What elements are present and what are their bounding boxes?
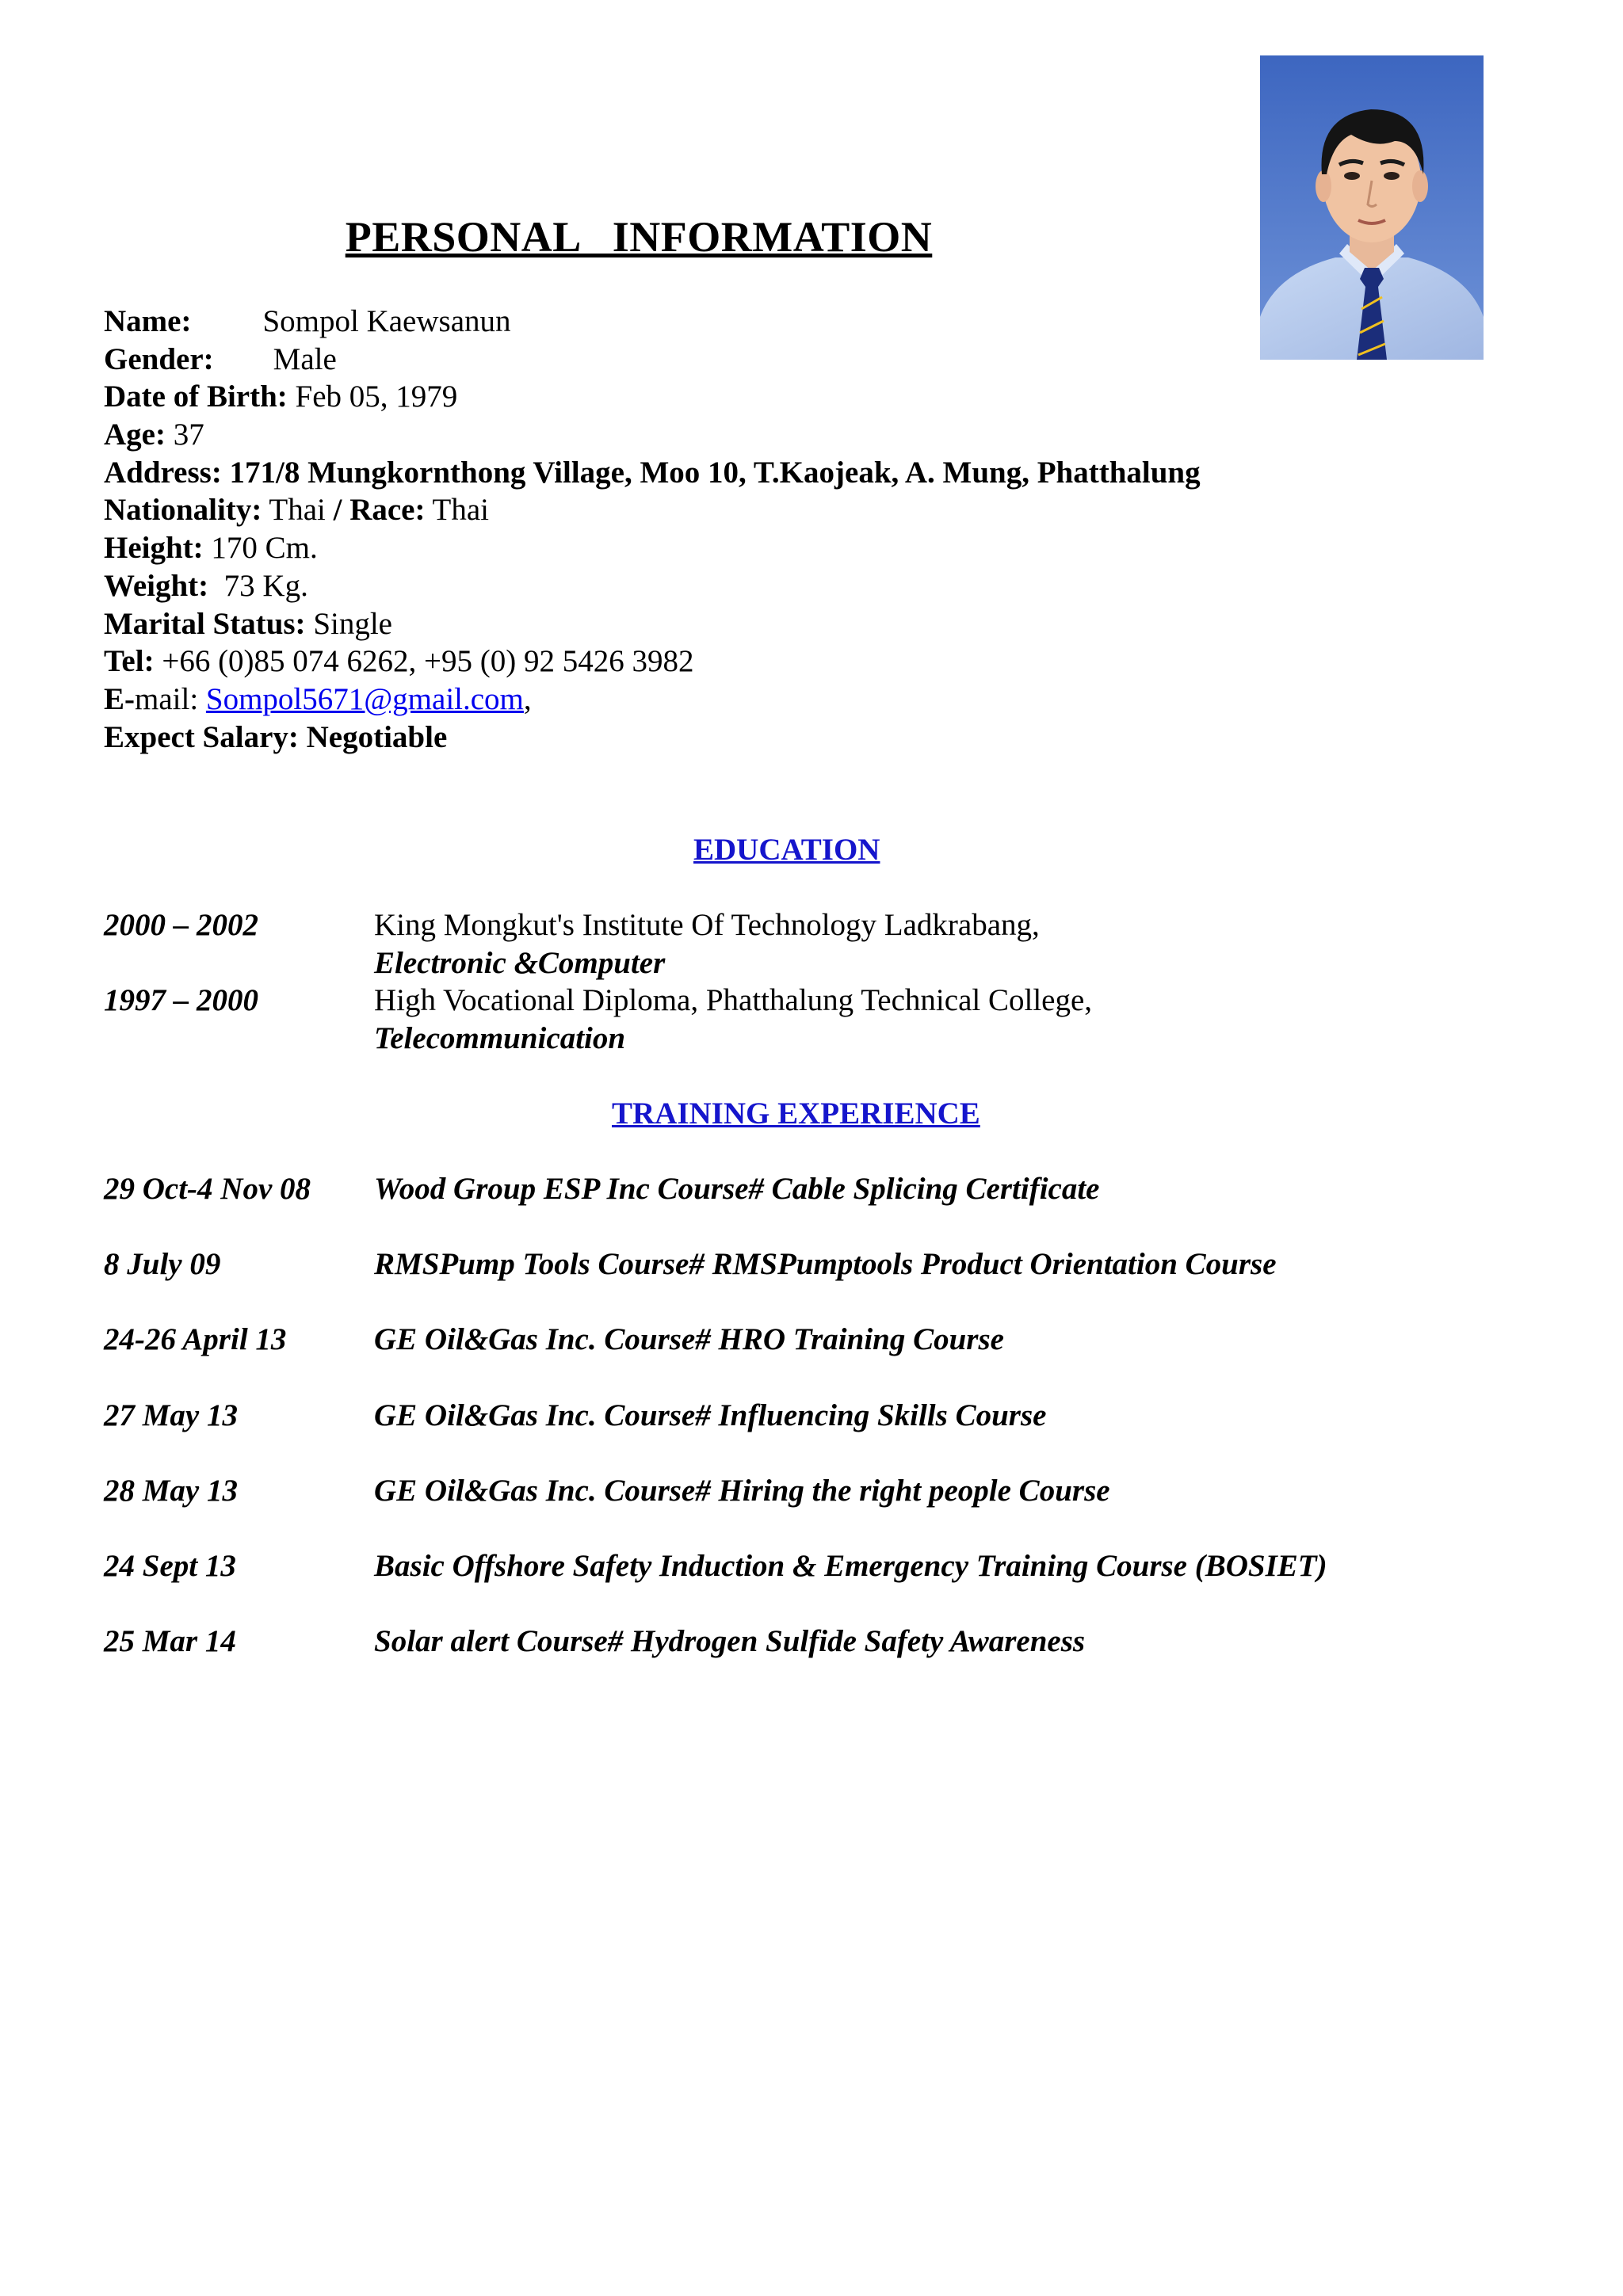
race-separator: / [333, 493, 342, 528]
training-list [104, 1171, 1530, 1699]
tel-value: +66 (0)85 074 6262, +95 (0) 92 5426 3982 [154, 644, 694, 679]
training-item [104, 1398, 1530, 1473]
salary-row [104, 719, 1293, 757]
dob-label: Date of Birth: [104, 379, 288, 414]
nationality-value: Thai [262, 493, 334, 528]
name-label: Name: [104, 304, 192, 338]
training-item [104, 1322, 1530, 1397]
education-institution: High Vocational Diploma, Phatthalung Technical College, [374, 983, 1093, 1018]
training-date: 24-26 April 13 [104, 1322, 287, 1357]
training-date: 29 Oct-4 Nov 08 [104, 1172, 311, 1206]
salary-text: Expect Salary: Negotiable [104, 719, 448, 754]
training-item [104, 1246, 1530, 1322]
email-suffix: , [523, 681, 532, 716]
training-date: 8 July 09 [104, 1247, 221, 1282]
page-title: PERSONAL INFORMATION [345, 213, 933, 261]
email-prefix: E- [104, 681, 135, 716]
gender-row [104, 341, 1293, 379]
training-item [104, 1473, 1530, 1548]
training-item [104, 1623, 1530, 1699]
marital-row [104, 605, 1293, 643]
training-date: 24 Sept 13 [104, 1548, 236, 1583]
education-institution: King Mongkut's Institute Of Technology Ladkrabang, [374, 908, 1040, 942]
height-value: 170 Cm. [203, 531, 318, 566]
training-date: 28 May 13 [104, 1473, 238, 1508]
weight-row [104, 567, 1293, 605]
age-row [104, 416, 1293, 454]
tel-row [104, 643, 1293, 681]
profile-photo [1260, 55, 1484, 360]
training-course: Wood Group ESP Inc Course# Cable Splicing Certificate [374, 1172, 1100, 1206]
education-list [104, 906, 1451, 1058]
age-value: 37 [165, 418, 204, 452]
gender-label: Gender: [104, 341, 214, 376]
education-field-line [104, 944, 1451, 982]
marital-value: Single [305, 606, 392, 641]
training-course: GE Oil&Gas Inc. Course# Influencing Skills Course [374, 1398, 1047, 1432]
dob-value: Feb 05, 1979 [287, 379, 458, 414]
training-course: GE Oil&Gas Inc. Course# Hiring the right people Course [374, 1473, 1110, 1508]
weight-value: 73 Kg. [208, 568, 308, 603]
training-item [104, 1171, 1530, 1246]
education-period: 1997 – 2000 [104, 983, 258, 1018]
training-heading: TRAINING EXPERIENCE [612, 1097, 980, 1131]
gender-value: Male [273, 341, 337, 376]
training-course: GE Oil&Gas Inc. Course# HRO Training Course [374, 1322, 1004, 1357]
training-item [104, 1548, 1530, 1623]
dob-row [104, 378, 1293, 416]
training-course: Basic Offshore Safety Induction & Emergency Training Course (BOSIET) [374, 1548, 1327, 1583]
race-value: Thai [425, 493, 489, 528]
race-label: Race: [342, 493, 426, 528]
height-label: Height: [104, 531, 204, 566]
education-entry [104, 982, 1451, 1020]
address-text: Address: 171/8 Mungkornthong Village, Moo 10, T.Kaojeak, A. Mung, Phatthalung [104, 455, 1201, 490]
email-row [104, 681, 1293, 719]
training-course: RMSPump Tools Course# RMSPumptools Product Orientation Course [374, 1247, 1277, 1282]
training-course: Solar alert Course# Hydrogen Sulfide Safety Awareness [374, 1624, 1086, 1659]
education-field: Electronic &Computer [374, 945, 666, 980]
name-value: Sompol Kaewsanun [262, 304, 511, 338]
education-period: 2000 – 2002 [104, 908, 258, 942]
name-row [104, 303, 1293, 341]
email-link[interactable]: Sompol5671@gmail.com [205, 681, 524, 716]
nationality-row [104, 491, 1293, 529]
nationality-label: Nationality: [104, 493, 262, 528]
training-date: 27 May 13 [104, 1398, 238, 1432]
tel-label: Tel: [104, 644, 155, 679]
education-entry [104, 906, 1451, 944]
education-field: Telecommunication [374, 1021, 626, 1056]
email-label: mail: [135, 681, 206, 716]
weight-label: Weight: [104, 568, 209, 603]
education-field-line [104, 1020, 1451, 1058]
personal-info [104, 303, 1293, 756]
height-row [104, 529, 1293, 567]
age-label: Age: [104, 418, 166, 452]
marital-label: Marital Status: [104, 606, 306, 641]
address-row [104, 454, 1293, 492]
training-date: 25 Mar 14 [104, 1624, 236, 1659]
portrait-image [1260, 55, 1484, 360]
education-heading: EDUCATION [693, 833, 880, 867]
